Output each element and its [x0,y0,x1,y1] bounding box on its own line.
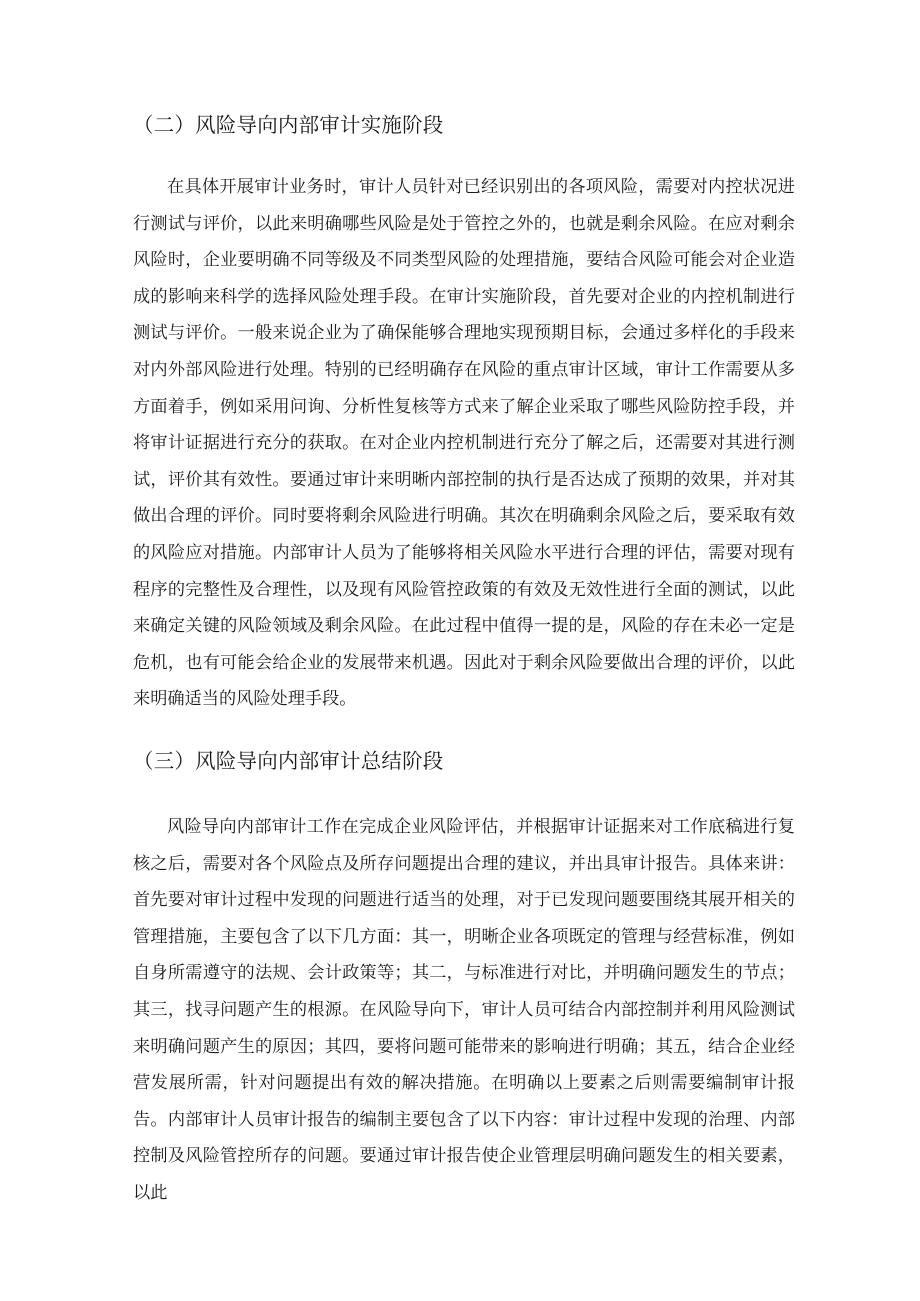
section-heading-implementation: （二）风险导向内部审计实施阶段 [133,113,444,137]
paragraph-implementation: 在具体开展审计业务时，审计人员针对已经识别出的各项风险，需要对内控状况进行测试与评价，以此来明确哪些风险是处于管控之外的，也就是剩余风险。在应对剩余风险时，企业要明确不同等级及不同类型风险的处理措施，要结合风险可能会对企业造成的影响来科学的选择风险处理手段。在审计实施阶段，首先要对企业的内控机制进行测试与评价。一般来说企业为了确保能够合理地实现预期目标，会通过多样化的手段来对内外部风险进行处理。特别的已经明确存在风险的重点审计区域，审计工作需要从多方面着手，例如采用问询、分析性复核等方式来了解企业采取了哪些风险防控手段，并将审计证据进行充分的获取。在对企业内控机制进行充分了解之后，还需要对其进行测试，评价其有效性。要通过审计来明晰内部控制的执行是否达成了预期的效果，并对其做出合理的评价。同时要将剩余风险进行明确。其次在明确剩余风险之后，要采取有效的风险应对措施。内部审计人员为了能够将相关风险水平进行合理的评估，需要对现有程序的完整性及合理性，以及现有风险管控政策的有效及无效性进行全面的测试，以此来确定关键的风险领域及剩余风险。在此过程中值得一提的是，风险的存在未必一定是危机，也有可能会给企业的发展带来机遇。因此对于剩余风险要做出合理的评价，以此来明确适当的风险处理手段。 [133,177,795,710]
section-heading-summary: （三）风险导向内部审计总结阶段 [133,749,444,773]
paragraph-summary: 风险导向内部审计工作在完成企业风险评估，并根据审计证据来对工作底稿进行复核之后，需要对各个风险点及所存问题提出合理的建议，并出具审计报告。具体来讲：首先要对审计过程中发现的问题进行适当的处理，对于已发现问题要围绕其展开相关的管理措施，主要包含了以下几方面：其一，明晰企业各项既定的管理与经营标准，例如自身所需遵守的法规、会计政策等；其二，与标准进行对比，并明确问题发生的节点；其三，找寻问题产生的根源。在风险导向下，审计人员可结合内部控制并利用风险测试来明确问题产生的原因；其四，要将问题可能带来的影响进行明确；其五，结合企业经营发展所需，针对问题提出有效的解决措施。在明确以上要素之后则需要编制审计报告。内部审计人员审计报告的编制主要包含了以下内容：审计过程中发现的治理、内部控制及风险管控所存的问题。要通过审计报告使企业管理层明确问题发生的相关要素，以此 [133,817,795,1203]
